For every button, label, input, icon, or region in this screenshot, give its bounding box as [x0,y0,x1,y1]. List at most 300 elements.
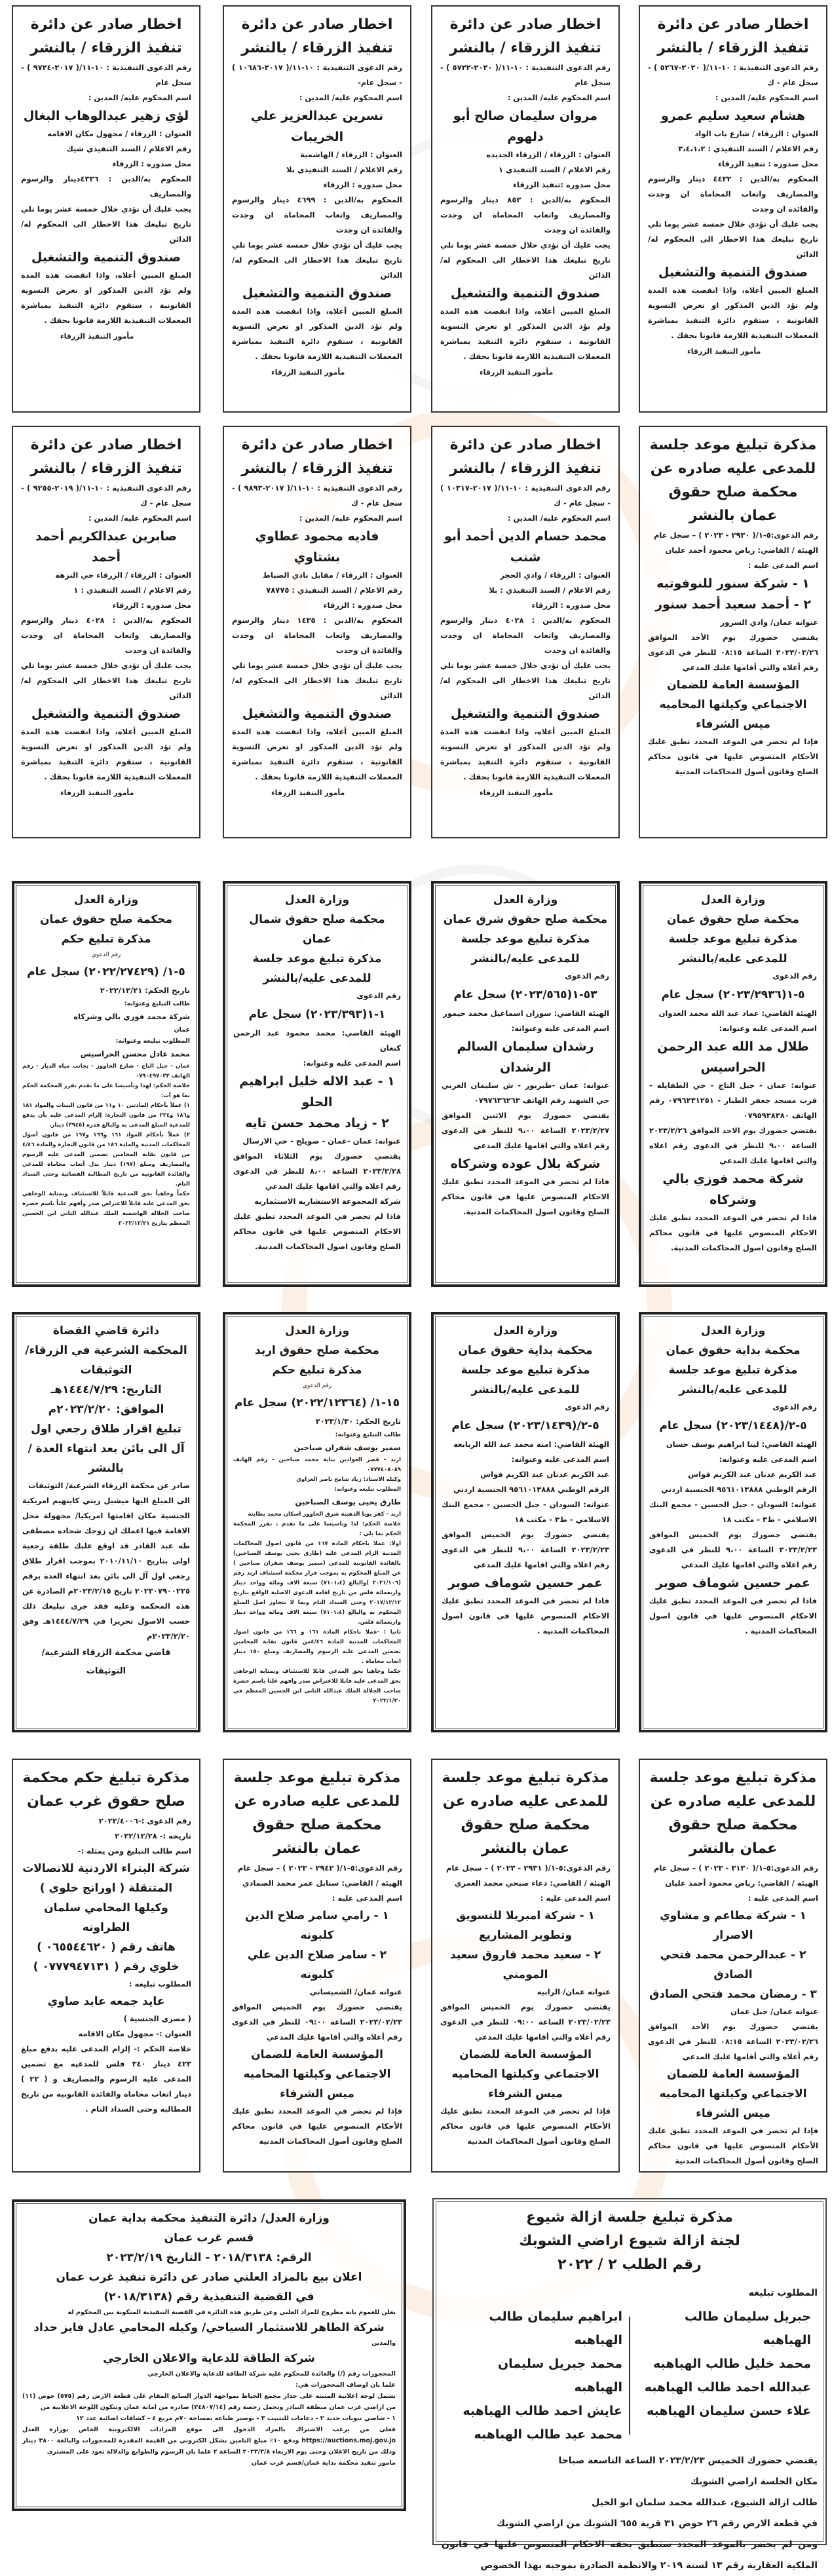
notice-subheading: المؤسسة العامة للضمان الاجتماعي وكيلتها المحاميه ميس الشرفاء [451,2048,599,2100]
partition-body: في قطعة الارض رقم ٢٦ حوض ٣١ قرية ٦٥٥ الشوبك من اراضي الشوبك [497,2518,818,2529]
notice-body: فاذا لم تحضر في الموعد المحدد تطبق عليك الاحكام المنصوص عليها في قانون محاكم الصلح وقانون اصول المحاكمات المدنية. [649,1213,817,1252]
notice-body: محل صدوره : الزرقاء [112,159,191,168]
notice-heading: اخطار صادر عن دائرة [657,16,809,33]
notice-subheading: محكمة صلح حقوق شمال عمان [249,913,385,946]
notice-subheading: مذكرة تبليغ موعد جلسة للمدعى عليه/بالنشر [252,952,382,985]
notice-body: عنوانه عمان/ وادي السرور [720,618,818,627]
notice-body: العنوان :- مجهول مكان الاقامه [78,2029,191,2038]
notice-body: المبلغ المبين أعلاه، واذا انقضت هذه المدة ولم تؤد الدين المذكور او تعرض التسوية القانونية ، ستقوم دائرة التنفيذ بمباشرة المعملات التنفيذية اللازمة قانونا بحقك . [232,307,402,361]
notice-subheading: ١ - شركة امبريلا للتسويق وتطوير المشاريع [456,1909,595,1942]
notice-subheading: وكيلها المحامي سلمان الطراونه [44,1901,168,1934]
notice-body: رقم الدعوى التنفيذية : ١٠-١١/( ٢٠١٧-١٠٦٨٦ ) - سجل عام- [232,63,402,87]
notice-subheading: محكمة صلح حقوق شرق عمان [443,913,608,926]
notice-body: محل صدوره : الزرقاء [112,601,191,610]
notice-body: محل صدوره :تنفيذ الزرقاء [513,180,611,189]
notice-tiny: ٢) عملاً بأحكام المواد ١٦١ و١٦٦ و١٦٧ من قانون أصول المحاكمات المدنية والمادة ١٨٦ من قانون التجارة والمادة ٤/٤٦ من قانون نقابة المحامين تضمين المدعى عليه الرسوم والمصاريف ومبلغ (١٩٧) دينار بدل أتعاب محاماة للمدعي والفائدة القانونية من تاريخ المطالبة القضائية وحتى السداد التام. [22,1132,191,1187]
notice-casebig: ١-١(٢٠٢٣/٣٩٣) سجل عام [248,1008,386,1021]
notice-heading: تنفيذ الزرقاء / بالنشر [449,460,601,477]
notice-name: فاديه محمود عطاوي بشتاوي [255,529,379,565]
notice-heading: اخطار صادر عن دائرة [30,16,182,33]
notice-ministry-justice [223,881,411,1287]
notice-name: ١ - عبد الاله خليل ابراهيم الحلو [239,1074,395,1110]
notice-name: طلال مد الله عبد الرحمن الحراسيس [657,1039,809,1075]
notice-session-summons [223,1759,411,2173]
notice-body: رقم الدعوى [772,971,817,980]
notice-subheading: المؤسسة العامة للضمان الاجتماعي وكيلتها المحاميه ميس الشرفاء [243,2048,391,2100]
notice-name: صندوق التنمية والتشغيل [31,250,181,265]
notice-body: عبد الكريم عدنان عبد الكريم قواس [480,1470,609,1479]
notice-body: خلاصة الحكم :- إلزام المدعى عليه بدفع مبلغ ٤٢٣ دينار ٣٤٠ فلس للمدعيه مع تضمين المدعى عليه الرسوم والمصاريف و ( ٢٢ ) دينار اتعاب محاماة والفائدة القانونيه من تاريخ المطالبه وحتى السداد التام . [21,2044,192,2114]
notice-body: عبد الكريم عدنان عبد الكريم قواس [688,1470,817,1479]
notice-body: رقم الدعوى [356,991,401,1000]
notice-body: رقم الاعلام / السند التنفيذي شيك [66,144,191,153]
notice-name: صندوق التنمية والتشغيل [450,286,601,301]
notice-heading: اخطار صادر عن دائرة [449,437,601,453]
notice-small: مامور تنفيذ محكمة بداية عمان/قسم غرب عمان [251,2459,396,2467]
notice-body: رقم الدعوى:٥-١/( ٣١٣٠ - ٢٠٢٣ ) – سجل عام [653,1863,818,1873]
notice-heading: اخطار صادر عن دائرة [241,16,393,33]
notice-body: اسم المدعى عليه وعنوانه: [719,1455,817,1464]
notice-body: الرقم الوطني ٩٥٦١٠١٣٨٨٨ الجنسية اردني [453,1485,609,1494]
notice-name: عمر حسين شوماف صوبر [447,1576,603,1590]
notice-body: رقم الدعوى:٥-١/( ٢٩٣٠ - ٢٠٢٣ ) – سجل عام [653,531,818,540]
notice-body: عنوانه عمان/ الرابيه [537,1987,611,1996]
notice-body: المحكوم به/الدين : ٤٠٢٨ دينار والرسوم والمصاريف واتعاب المحاماة ان وجدت والفائدة ان وجدت [440,616,611,655]
notice-body: الهيئة / القاضي: سنابل عمر محمد الصمادي [242,1878,402,1888]
notice-subheading: الموافق: ٢٠٢٣/٢/٢٠م [48,1403,164,1416]
person-name: عبدالله احمد طالب الهباهبه [644,2380,811,2395]
notice-sig: مأمور التنفيذ الزرقاء [60,332,134,341]
notice-tiny: ثانيا : -عملا باحكام المادة ١٦١ و ١٦٦ من قانون اصول المحاكمات المدنية المادة ٤/٤٦من قانون نقابة المحامين تضمين المدعى عليه الرسوم والمصاريف ومبلغ ١٥٠ دينار اتعاب محاماة . [233,1629,402,1665]
notice-sig: مأمور التنفيذ الزرقاء [480,368,554,377]
notice-body: شركة المجموعة الاستشاريه الاستثماريه [254,1197,401,1206]
notice-heading: مذكرة تبليغ موعد جلسة للمدعى عليه صادره عن محكمة صلح حقوق عمان بالنشر [442,1770,609,1857]
notice-body: اسم المدعى عليه وعنوانه: [719,1024,817,1033]
notice-tiny: خلاصة الحكم: لهذا وتأسيسا على ما تقدم تقرر المحكمة الحكم بما هو آت: [22,1083,190,1099]
notice-subheading: هاتف رقم ( ٠٦٥٥٤٤٦٢٠ ) [37,1941,176,1954]
notice-heading: مذكرة تبليغ موعد جلسة للمدعى عليه صادره عن محكمة صلح حقوق عمان بالنشر [649,437,817,524]
notice-subheading: محكمة صلح حقوق عمان [667,913,799,926]
notice-body: يقتضي حضورك يوم الخميس الموافق ٢٠٢٣/٠٢/٢٣ الساعة ٠٩:٠٠ للنظر في الدعوى رقم أعلاه والتي أقامها عليك المدعي [440,2002,611,2042]
notice-body: محل صدوره : الزرقاء [323,180,402,189]
person-name: علاء حسن سليمان الهباهبه [647,2404,811,2418]
person-name: ابراهيم سليمان طالب الهباهبه [489,2309,622,2347]
partition-body: ومن لم يحضر بالموعد المحدد ستطبق بحقه الاحكام المنصوص عليها في قانون الملكية العقارية رقم ١٣ لسنة ٢٠١٩ والانظمة الصادرة بموجبه بهذا الخصوص [442,2539,818,2571]
notice-subheading: المؤسسة العامة للضمان الاجتماعي وكيلتها المحاميه ميس الشرفاء [659,679,807,731]
notice-subheading: ٢ - عبدالرحمن محمد فتحي الصادق [660,1949,806,1981]
notice-body: يقتضي حضورك يوم الخميس الموافق ٢٠٢٣/٢/٢٣ الساعة ٩،٠٠ للنظر في الدعوى رقم اعلاه والتي اقامها عليك المدعي [649,1530,818,1569]
notice-name: رشدان سليمان السالم الرشدان [457,1039,594,1075]
notice-body: اسم المدعى عليه : [540,1894,611,1903]
notice-body: عنوانه: عمان - جبل التاج - حي الطفايله - قرب مسجد جعفر الطيار - ٠٧٩٦٢٣١٢٥١ رقم الهاتف ٠٧٩٥٩٢٨٢٨٠ [649,1081,817,1120]
notice-body: يقتضي حضورك يوم الخميس الموافق ٢٠٢٣/٠٢/٢٣ الساعة ٠٩:٠٠ للنظر في الدعوى رقم أعلاه والتي أقامها عليك المدعي [232,2002,402,2042]
notice-body: الهيئة القاضي: محمد محمود عبد الرحمن كنعان [233,1028,401,1053]
notice-body: يجب عليك أن تؤدي خلال خمسة عشر يوما تلي تاريخ تبليغك هذا الاخطار الى المحكوم له/ الدائن [21,661,191,700]
notice-sig: مأمور التنفيذ الزرقاء [271,789,345,797]
notice-body: اسم المحكوم عليه/ المدين : [299,93,402,102]
notice-body: المحكوم به/الدين : ٤٦٩٩ دينار والرسوم والمصاريف واتعاب المحاماة ان وجدت والفائدة ان وجدت [232,195,402,234]
notice-body: العنوان : الزرقاء / شارع باب الواد [694,129,818,138]
notice-name: محمد حسام الدين أحمد أبو شنب [444,529,607,565]
notice-subheading: شركة الطاقة للدعاية والاعلان الخارجي [103,2352,315,2365]
notice-subheading: وزارة العدل [700,1324,766,1337]
notice-heading: تنفيذ الزرقاء / بالنشر [241,460,393,477]
notice-body: رقم الدعوى:٥-١/( ٢٩٤٢ - ٢٠٢٣ ) – سجل عام [237,1863,402,1873]
notice-judgment [12,1759,200,2173]
notice-body: المبلغ المبين أعلاه، واذا انقضت هذه المدة ولم تؤد الدين المذكور او تعرض التسوية القانونية ، ستقوم دائرة التنفيذ بمباشرة المعملات التنفيذية اللازمة قانونا بحقك . [648,286,818,340]
notice-subheading: مذكرة تبليغ موعد جلسة للمدعى عليه/بالنشر [461,1364,590,1396]
notice-body: يجب عليك أن تؤدي خلال خمسة عشر يوما تلي تاريخ تبليغك هذا الاخطار الى المحكوم له/ الدائن [440,240,611,280]
notice-body: اسم المحكوم عليه/ المدين : [88,93,191,102]
notice-name: صندوق التنمية والتشغيل [242,707,392,721]
notice-body: اسم المحكوم عليه/ المدين : [88,513,191,523]
notice-partition-session [432,2198,827,2571]
notice-casebig: ١٥-١/ (٢٠٢٢/١٢٣٦٤) سجل عام [235,1396,400,1409]
notice-small: علما بان اوصاف المحجوزات هي: [295,2381,396,2389]
notice-label: رقم الدعوى [302,1383,332,1389]
notice-body: شركة محمد فوزي بالي وشركاه [73,1012,190,1021]
notice-subheading: مذكرة تبليغ موعد جلسة للمدعى عليه/بالنشر [461,933,590,965]
notice-subheading: محكمة صلح حقوق اربد [255,1344,379,1357]
notice-small: طالب التبليغ وعنوانه: [124,1000,190,1007]
notice-body: العنوان : الزرقاء / مجهول مكان الاقامه [47,129,191,138]
notice-body: الرقم الوطني ٩٥٦١٠١٣٨٨٨ الجنسية اردني [661,1485,817,1494]
notice-body: المحكوم به/الدين : ٤٤٣٢ دينار والرسوم والمصاريف واتعاب المحاماة ان وجدت والفائدة ان وجدت [648,174,818,214]
notice-body: المحكوم به/الدين : ٤٠٢٨ دينار والرسوم والمصاريف واتعاب المحاماة ان وجدت والفائدة ان وجدت [21,616,191,655]
column-divider [629,2317,630,2435]
notice-body: تاريخ الحكم: ٢٠٢٢/١٢/٢١ [100,986,190,995]
notice-body: رقم الدعوى التنفيذية : ١٠-١١/( ٢٠١٧-٩٨٩٣ ) - سجل عام - ك [232,483,402,508]
notice-heading: اخطار صادر عن دائرة [241,437,393,453]
notice-tiny: وكيله الاستاذ: زياد شامخ ناصر الغزاوي [296,1476,401,1483]
notice-body: رقم الدعوى التنفيذية : ١٠-١١/( ٢٠١٧-١٠٣١٧ ) - سجل عام - ك [440,483,611,508]
notice-zarqa-execution [431,426,620,838]
notice-subheading: محكمة بداية حقوق عمان [458,1344,593,1357]
notice-body: اسم طالب التبليغ ومن يمثله :- [77,1846,191,1856]
notice-body: فإذا لم تحضر في الموعد المحدد تطبق عليك الأحكام المنصوص عليها في قانون محاكم الصلح وقانون أصول المحاكمات المدنية [648,2126,818,2165]
notice-body: اسم المحكوم عليه/ المدين : [507,93,611,102]
notice-body: المطلوب تبليغه : [128,1979,191,1988]
notice-label: رقم الدعوى [91,952,121,958]
notice-body: يجب عليك أن تؤدي خلال خمسة عشر يوما تلي تاريخ تبليغك هذا الاخطار الى المحكوم له/ الدائن [232,240,402,280]
notice-body: الهيئة / القاضي: رياض محمود أحمد عليان [665,546,818,555]
notice-name: ١ - شركة سنور للنوفوتيه [656,576,810,591]
notice-heading: اخطار صادر عن دائرة [30,437,182,453]
notice-body: المبلغ المبين أعلاه، واذا انقضت هذه المدة ولم تؤد الدين المذكور او تعرض التسوية القانونية ، ستقوم دائرة التنفيذ بمباشرة المعملات التنفيذية اللازمة قانونا بحقك . [440,307,611,361]
notice-heading: تنفيذ الزرقاء / بالنشر [30,40,182,56]
notice-body: يقتضي حضورك يوم الأحد الموافق ٢٠٢٣/٠٢/٢٦ الساعة ٠٨:١٥ للنظر في الدعوى رقم أعلاه والتي أقامها عليك المدعي [648,633,818,672]
notice-body: رقم الاعلام / السند التنفيذي بلا [286,165,402,174]
notice-subheading: شركة البتراء الاردنية للاتصالات المتنقلة ( اورانج خلوي ) [22,1862,190,1895]
notice-zarqa-execution [12,426,200,838]
notice-body: المبلغ المبين أعلاه، واذا انقضت هذه المدة ولم تؤد الدين المذكور او تعرض التسوية القانونية ، ستقوم دائرة التنفيذ بمباشرة المعملات التنفيذية اللازمة قانونا بحقك . [440,727,611,781]
notice-subheading: ١ - شركة مطاعم و مشاوي الاصرار [660,1909,806,1942]
notice-small: يعلن للعموم بانه مطروح للمزاد العلني وعن طريق هذه الدائرة في القضية التنفيذية المتكونة بين المحكوم له [67,2309,396,2316]
notice-body: اسم المدعى عليه وعنوانه: [303,1058,401,1068]
notice-name: ٢ - زياد محمد حسن تايه [245,1116,389,1130]
notice-name: لؤي زهير عبدالوهاب البغال [23,109,189,123]
notice-body: عنوانه: السودان - جبل الحسين - مجمع البنك الاسلامي - ط٣ - مكتب ١٨ [649,1500,817,1524]
notice-body: رقم الدعوى:٥-١/( ٢٩٣١ - ٢٠٢٣ ) – سجل عام [445,1863,611,1873]
notice-body: اسم المدعى عليه : [747,561,818,570]
notice-casebig: ٥-٢/(٢٠٢٣/١٤٤٨) سجل عام [659,1419,807,1432]
notice-subheading: وزارة العدل/ دائرة التنفيذ محكمة بداية عمان [88,2212,330,2225]
person-name: جبريل سليمان طالب الهباهبه [684,2309,811,2347]
partition-body: مكان الجلسة اراضي الشوبك [690,2476,818,2487]
notice-subheading: وزارة العدل [493,893,558,906]
notice-subheading: وزارة العدل [493,1324,558,1337]
notice-casebig: ٥-٢/(٢٠٢٣/١٤٣٩) سجل عام [451,1419,599,1432]
notice-heading: مذكرة تبليغ موعد جلسة للمدعى عليه صادره عن محكمة صلح حقوق عمان بالنشر [649,1770,817,1857]
notice-small: والمدين [371,2340,396,2347]
notice-body: يقتضي حضورك يوم الخميس الموافق ٢٠٢٣/٢/٢٣ الساعة ٩،٠٠ للنظر في الدعوى رقم اعلاه والتي اقامها عليك المدعي [442,1530,610,1569]
notice-zarqa-execution [431,5,620,413]
notice-subheading: ٢ - سعيد محمد فاروق سعيد المومني [449,1949,601,1981]
notice-heading: تنفيذ الزرقاء / بالنشر [449,40,601,56]
notice-small: فعلى من يرغب الاشتراك بالمزاد الدخول الى موقع المزادات الالكترونية الخاص بوزارة العدل https://auctions.moj.gov.jo ودفع ١٠٪ مبلغ التامين بشكل الكتروني من القيمة المقدرة للمحجوزات والبالغة ٣٨٠٠ دينار وذلك من تاريخ الاعلان وحتى يوم الاربعاء ٢٠٢٣/٣/٨ الساعة ٢ علما بان الرسوم والطوابع والدلالة تعود على المشتري [22,2426,396,2455]
notice-small: المطلوب تبليغه وعنوانه: [115,1037,190,1045]
notice-tiny: حكماً وجاهياً بحق المدعية قابلاً للاستئناف وبمثابة الوجاهي بحق المدعى عليه قابلاً للاعتراض صدر وأفهم علناً باسم حضرة صاحب الجلالة الهاشمية الملك عبدالله الثاني ابن الحسين المعظم بتاريخ ٢٠٢٢/١٢/٢١ [22,1191,190,1227]
notice-subheading: الرقم: ٢٠١٨/٣١٣٨ - التاريخ ٢٠٢٣/٢/١٩ [106,2251,312,2264]
notice-body: عنوانه: عمان -عمان - صويلح - حي الارسال [242,1136,401,1146]
notice-body: فاذا لم تحضر في الموعد المحدد تطبق عليك الاحكام المنصوص عليها في قانون محاكم الصلح وقانون اصول المحاكمات المدنية. [233,1212,401,1251]
notice-subheading: محكمة بداية حقوق عمان [666,1344,801,1357]
notice-casebig: ٥-١/ (٢٠٢٢/٢٧٤٢٩) سجل عام [27,965,185,979]
names-left-column [442,2305,629,2446]
notice-body: ( مصري الجنسية ) [123,2014,191,2023]
notice-body: الهيئة القاضي: سوزان اسماعيل محمد حيمور [443,1009,609,1018]
notice-zarqa-execution [223,5,411,413]
notice-body: رقم الاعلام / السند التنفيذي : ١ [73,586,191,595]
notice-name: ٢ - أحمد سعيد أحمد سنور [655,597,811,612]
notice-body: فاذا لم تحضر في الموعد المحدد تطبق عليك الاحكام المنصوص عليها في قانون اصول المحاكمات المدنية . [649,1596,817,1635]
notice-judgment [223,1312,411,1732]
notice-body: محل صدوره : الزرقاء [531,601,611,610]
notice-sharia-court [12,1312,200,1732]
notice-body: الى المبلغ اليها ميشيل ريني كاينهيم امريكية الجنسية مكان اقامتها امريكيا/ مجهولة محل الاقامة فيها اعملك ان زوجك شحاده مصطفى طه عبد القادر قد اوقع عليك طلقة رجعية اولى بتاريخ ٢٠١٠/١١/١٠ بموجب اقرار طلاق رجعي اول آل الى بائن بعد انتهاء العدة برقم ٢٠٢٣٠٧٩٠٠٢٢٥ تاريخ ٢٠٢٣/٢/١٥م الصادرة عن هذه المحكمة وعليه فقد جرى تبليغك ذلك حسب الاصول تحريرا في ١٤٤٤/٧/٢٩هـ وفق ٢٠٢٣/٢/٢٠م [22,1496,191,1641]
notice-tiny: خلاصة الحكم: لذا وتاسيسا على ما تقدم ، تقرر المحكمة الحكم بما يلي : [233,1521,401,1537]
notice-zarqa-execution [223,426,411,838]
notice-heading: تنفيذ الزرقاء / بالنشر [657,40,809,56]
partition-label: المطلوب تبليغه [748,2288,818,2298]
notice-body: تاريخ الحكم: ٢٠٢٣/١/٣٠ [315,1417,401,1426]
notice-body: المبلغ المبين أعلاه، واذا انقضت هذه المدة ولم تؤد الدين المذكور او تعرض التسوية القانونية ، ستقوم دائرة التنفيذ بمباشرة المعملات التنفيذية اللازمة قانونا بحقك . [232,727,402,781]
person-name: محمد جبريل سليمان الهباهبه [497,2357,622,2395]
notice-ministry-justice [431,1312,620,1732]
notice-sig: مأمور التنفيذ الزرقاء [480,789,554,797]
notice-small: عمان [174,1026,190,1034]
notice-name: صابرين عبدالكريم أحمد أحمد [35,529,178,565]
notice-body: فإذا لم تحضر في الموعد المحدد تطبق عليك الأحكام المنصوص عليها في قانون محاكم الصلح وقانون أصول المحاكمات المدنية [440,2106,611,2146]
notice-small: تشمل لوحة اعلانية المثبته على جدار مجمع الخياط بمواجهة الدوار السابع المقام على قطعة الارض رقم (٥٧٥) حوض (١١) من اراضي غرب عمان منطقة البيادر وتحمل رخصة رقم (٣٤٨٠٧/١٤) صادره من امانة عمان وتتكون اللوحة الاعلانية من [22,2393,396,2411]
notice-small: المحجوزات رقم (/) والعائدة للمحكوم عليه شركة الطاقة للدعاية والاعلان الخارجي [147,2370,396,2378]
notice-body: فاذا لم تحضر في الموعد المحدد تطبق عليك الاحكام المنصوص عليها في قانون محاكم الصلح وقانون اصول المحاكمات المدنية. [442,1177,609,1216]
notice-judgment [12,881,200,1287]
notice-name: شركة محمد فوزي بالي وشركاه [662,1172,804,1207]
notice-body: طارق يحيى يوسف الصباحين [295,1497,401,1506]
notice-tiny: اولا: عملا باحكام المادة ١٦٧ من قانون اصول المحاكمات المدنية الزام المدعى عليه (طارق يحيى يوسف الصباحين) بالفائدة القانونية للمدعي (سمير يوسف شقران صباحين ) عن المبلغ المحكوم به بموجب قرار محكمة استئناف اربد رقم (٢٠٢١/١٠٦ )والبالغ (٧١٠١،٤) سبعة الاف ومائة وواحد دينار واربعمائة فلس من تاريخ اقامة الدعوى الاصلية الواقع بتاريخ ٢٠١٧/١٢/١٢ وحتى السداد التام وبما لا يتجاوز اصل المبلغ المحكوم به والبالغ (٧١٠١،٤) سبعة الاف ومائة وواحد دينار واربعمائة فلس. [233,1540,401,1626]
notice-subheading: تبليغ اقرار طلاق رجعي اول آل الى بائن بعد انتهاء العدة /بالنشر [28,1423,185,1475]
notice-body: العنوان : الزرقاء / الزرقاء حي النزهه [55,570,191,580]
notice-body: المحكوم به/الدين : ٤٣٣٦دينار والرسوم والمصاريف [21,174,191,198]
notice-tiny: اربد - كفر يوبا الذهبية شرق الحاووز اسكان محمد بطاينة [248,1511,401,1518]
notice-body: اسم المحكوم عليه/ المدين : [299,513,402,523]
partition-body: يقتضي حضورك الخميس ٢٠٢٣/٢/٢٣ الساعة التاسعة صباحا [558,2455,818,2466]
notice-body: اسم المحكوم عليه/ المدين : [715,93,818,102]
notice-subheading: ١ - رامي سامر صلاح الدين كلبونه [245,1909,389,1942]
notice-subheading: التاريخ: ١٤٤٤/٧/٢٩هـ [50,1383,162,1396]
notice-name: شركة بلال عوده وشركاه [450,1157,601,1171]
notice-body: رقم الاعلام / السند التنفيذي : ٣،٤،١،٢ [678,144,818,153]
notice-subheading: المحكمة الشرعية في الزرقاء/ التوثيقات [25,1344,187,1377]
notice-subheading: ٣ - رمضان محمد فتحي الصادق [649,1988,817,2001]
notice-subheading: مذكرة تبليغ موعد جلسة للمدعى عليه/بالنشر [668,933,798,965]
notice-body: رقم الاعلام / السند التنفيذي ١ [498,165,611,174]
notice-body: الهيئة القاضي: عماد عبد الله محمد العدوان [658,1009,817,1018]
notice-body: رقم الدعوى [565,971,609,980]
notice-subheading: دائرة قاضي القضاة [52,1324,160,1337]
notice-body: رقم الدعوى [565,1402,609,1411]
notice-body: الهيئة القاضي: امنه محمد عبد الله الربابعه [453,1440,609,1449]
notice-subheading: شركة الطاهر للاستثمار السياحي/ وكيله المحامي عادل فايز حداد [33,2321,385,2334]
notice-body: العنوان : الزرقاء / وادي الحجر [500,570,611,580]
notice-session-summons [431,1759,620,2173]
partition-title: مذكرة تبليغ جلسة ازالة شيوع [525,2209,733,2226]
notice-small: طالب التبليغ وعنوانه: [335,1431,401,1438]
notice-body: رقم الدعوى التنفيذية : ١٠-١١/( ٢٠١٩-٩٢٥٥ ) - سجل عام - ك [21,483,191,508]
notice-session-summons [639,426,827,838]
notice-subheading: المؤسسة العامة للضمان الاجتماعي وكيلتها المحاميه ميس الشرفاء [659,2068,807,2120]
notice-name: هشام سعيد سليم عمرو [661,109,805,123]
notice-body: عنوانه عمان/ الشميساني [309,1987,402,1996]
notice-heading: تنفيذ الزرقاء / بالنشر [241,40,393,56]
partition-body: طالب ازالة الشيوع، عبدالله محمد سلمان ابو الخيل [592,2497,818,2508]
notice-body: العنوان : الزرقاء / الزرقاء الجديده [486,150,611,159]
notice-body: الهيئة / القاضي: رياض محمود أحمد عليان [665,1878,818,1888]
notice-body: عنوانه عمان/ جبل عمان [730,2007,818,2016]
notice-body: محمد عادل محسن الحراسيس [80,1049,190,1058]
notice-body: يقتضي حضورك يوم الاحد الموافق ٢٠٢٣/٢/٢٦ الساعة ٩،٠٠ للنظر في الدعوى رقم اعلاه والتي اقامها عليك المدعي [649,1126,817,1165]
notice-body: يقتضي حضورك يوم الثلاثاء الموافق ٢٠٢٣/٢/٢٨ الساعة ٨،٠٠ للنظر في الدعوى رقم اعلاه والتي اقامها عليك المدعي [233,1151,402,1191]
notice-body: اسم المحكوم عليه/ المدين : [507,513,611,523]
notice-name: صندوق التنمية والتشغيل [658,265,808,280]
person-name: عايش احمد طالب الهباهبه [463,2404,622,2418]
notice-body: العنوان : الزرقاء / مقابل نادي الضباط [263,570,402,580]
notice-subheading: مذكرة تبليغ حكم [61,933,151,946]
notice-heading: مذكرة تبليغ حكم محكمة صلح حقوق غرب عمان [22,1770,190,1810]
notice-tiny: عمان - جبل التاج - شارع الحاووز - بجانب مياه الديار - رقم الهاتف ٠٧٩٠٤٩٧٠٢٢ [22,1063,190,1079]
notice-heading: تنفيذ الزرقاء / بالنشر [30,460,182,477]
notice-body: عنوانه: عمان -طبربور - ش سليمان العربي حي الشهيد رقم الهاتف ٠٧٩٧٦٣٦٢٦٣ [442,1081,609,1105]
notice-name: نسرين عبدالعزيز علي الخريبات [250,109,384,144]
notice-body: رقم الدعوى التنفيذية : ١٠-١١/( ٢٠٢٠-٥٧٢٢ ) - سجل عام [440,63,611,87]
notice-body: رقم الدعوى [772,1402,817,1411]
notice-body: المبلغ المبين أعلاه، واذا انقضت هذه المدة ولم تؤد الدين المذكور او تعرض التسوية القانونية ، ستقوم دائرة التنفيذ بمباشرة المعملات التنفيذية اللازمة قانونا بحقك . [21,271,191,325]
notice-subheading: ٢ - سامر صلاح الدين علي كلبونه [247,1949,387,1981]
notice-sig: مأمور التنفيذ الزرقاء [60,789,134,797]
notice-auction [12,2199,406,2511]
notice-body: فإذا لم تحضر في الموعد المحدد تطبق عليك الأحكام المنصوص عليها في قانون محاكم الصلح وقانون أصول المحاكمات المدنية [648,737,818,776]
notice-subheading: وزارة العدل [284,893,350,906]
partition-names [442,2305,818,2446]
notice-tiny: اربد - قصر العوادين بناية محمد صباحين - رقم الهاتف ٠٧٧٧٤٠٨٠٨٩ [233,1457,401,1473]
notice-subheading: وزارة العدل [700,893,766,906]
notice-body: يجب عليك أن تؤدي خلال خمسة عشر يوما تلي تاريخ تبليغك هذا الاخطار الى المحكوم له/ الدائن [232,661,402,700]
notice-body: المحكوم به/الدين : ٨٥٣ دينار والرسوم والمصاريف واتعاب المحاماة ان وجدت والفائدة ان وجدت [440,195,611,234]
notice-body: اسم المدعى عليه : [747,1894,818,1903]
notice-body: اسم المدعى عليه : [331,1894,402,1903]
notice-subheading: في القضية التنفيذية رقم (٢٠١٨/٣١٣٨) [104,2290,314,2304]
notice-zarqa-execution [639,5,827,413]
notice-name: مروان سليمان صالح أبو دلهوم [453,109,598,144]
person-name: محمد عيد طالب الهباهبه [474,2427,622,2442]
notice-body: رقم الدعوى التنفيذية : ١٠-١١/( ٢٠١٧-٩٧٢٤ ) - سجل عام [21,63,191,87]
notice-body: يقتضي حضورك يوم الأحد الموافق ٢٠٢٣/٠٢/٢٦ الساعة ٠٨:١٥ للنظر في الدعوى رقم أعلاه والتي أقامها عليك المدعي [648,2022,818,2061]
notice-body: المحكوم به/الدين : ١٤٣٥ دينار والرسوم والمصاريف واتعاب المحاماة ان وجدت والفائدة ان وجدت [232,616,402,655]
notice-body: رقم الاعلام / السند التنفيذي : ٧٨٧٧٥ [266,586,402,595]
notice-name: صندوق التنمية والتشغيل [31,707,181,721]
notice-body: يجب عليك أن تؤدي خلال خمسة عشر يوما تلي تاريخ تبليغك هذا الاخطار الى المحكوم له/ الدائن [648,219,818,259]
notice-ministry-justice [431,881,620,1287]
notice-casebig: ٥-١(٢٠٢٣/٢٩٣٦) سجل عام [661,988,805,1001]
notice-body: صادر عن محكمة الزرقاء الشرعية/ التوثيقات [28,1481,190,1490]
notice-name: عمر حسين شوماف صوبر [655,1576,811,1590]
notice-body: سمير يوسف شقران صباحين [293,1443,401,1452]
notice-body: يجب عليك أن تؤدي خلال خمسة عشر يوما تلي تاريخ تبليغك هذا الاخطار الى المحكوم له/ الدائن [440,661,611,700]
notice-subheading: وزارة العدل [73,893,139,906]
notice-heading: اخطار صادر عن دائرة [449,16,601,33]
notice-subheading: اعلان بيع بالمزاد العلني صادر عن دائرة تنفيذ غرب عمان [56,2271,362,2284]
notice-heading: مذكرة تبليغ موعد جلسة للمدعى عليه صادره عن محكمة صلح حقوق عمان بالنشر [233,1770,401,1857]
notice-casebig: ٥٣-١(٢٠٢٣/٥٦٥) سجل عام [453,988,597,1001]
notice-name: صندوق التنمية والتشغيل [242,286,392,301]
notice-subheading: مذكرة تبليغ حكم [272,1364,362,1377]
notice-tiny: حكما وجاهيا بحق المدعي قابلا للاستئناف وبمثابة الوجاهي بحق المدعى عليه قابلا للاعتراض صدر وافهم علنا باسم حضرة صاحب الجلالة الملك عبدالله الثاني ابن الحسين المعظم في ٢٠٢٢/١/٣٠ [233,1668,401,1704]
notice-ministry-justice [639,1312,827,1732]
notice-subheading: قسم غرب عمان [164,2231,254,2245]
notice-ministry-justice [639,881,827,1287]
notice-body: رقم الاعلام / السند التنفيذي : بلا [489,586,611,595]
notice-body: يقتضي حضورك يوم الاثنين الموافق ٢٠٢٣/٢/٢٧ الساعة ٩،٠٠ للنظر في الدعوى رقم اعلاه والتي اقامها عليك المدعي [442,1111,610,1150]
notice-body: فاذا لم تحضر في الموعد المحدد تطبق عليك الاحكام المنصوص عليها في قانون اصول المحاكمات المدنية . [442,1596,609,1635]
partition-committee: لجنة ازالة شيوع اراضي الشوبك [519,2233,740,2249]
notice-subheading: مذكرة تبليغ موعد جلسة للمدعى عليه/بالنشر [668,1364,798,1396]
notice-subheading: عايد جمعه عابد صاوي [47,1995,165,2008]
notice-subheading: خلوي رقم ( ٠٧٧٧٩٤٧١٣١ ) [33,1960,180,1973]
notice-body: العنوان : الزرقاء / الهاشمية [300,150,402,159]
notice-body: الهيئة / القاضي: دعاء صبحي محمد العمري [454,1878,611,1888]
notice-subheading: محكمة صلح حقوق عمان [40,913,172,926]
notice-body: الهيئة القاضي: لينا ابراهيم يوسف حسان [666,1440,817,1449]
names-right-column [630,2305,818,2446]
notice-tiny: المطلوب تبليغه وعنوانه: [334,1486,401,1493]
notice-body: يجب عليك أن تؤدي خلال خمسة عشر يوما تلي تاريخ تبليغك هذا الاخطار الى المحكوم له/ الدائن [21,204,191,244]
notice-body: رقم الدعوى التنفيذية : ١٠-١١/( ٢٠٢٠-٥٢٦٧ ) - سجل عام - ك [648,63,818,87]
notice-small: ١ - شاصي تيوبات حديد ٢ - دعامات للتثبيت ٣ - بوستر طباعه بمساحة ٧٠م مربع ٤ - كشافات اضائية عدد ١٢ [76,2415,396,2422]
notice-body: محل صدوره : تنفيذ الزرقاء [718,159,818,168]
notice-sig: مأمور التنفيذ الزرقاء [271,368,345,377]
notice-body: محل صدوره : الزرقاء [323,601,402,610]
notice-zarqa-execution [12,5,200,413]
person-name: محمد خليل طالب الهباهبه [653,2357,811,2371]
notice-session-summons [639,1759,827,2173]
notice-body: فإذا لم تحضر في الموعد المحدد تطبق عليك الأحكام المنصوص عليها في قانون محاكم الصلح وقانون أصول المحاكمات المدنية [232,2106,402,2146]
partition-request-number: رقم الطلب ٢ / ٢٠٢٢ [558,2256,702,2273]
notice-tiny: ١) عملاً بأحكام المادتين ١٠ و١١ من قانون البينات والمواد ١٨١ و١٨٦ و٢٢٤ من قانون التجارة: إلزام المدعى عليه بأن يدفع للمدعية المبلغ المدعى به والبالغ قدره (٣٩٤٥) دينار. [22,1102,190,1129]
notice-body: المبلغ المبين أعلاه، واذا انقضت هذه المدة ولم تؤد الدين المذكور او تعرض التسوية القانونية ، ستقوم دائرة التنفيذ بمباشرة المعملات التنفيذية اللازمة قانونا بحقك . [21,727,191,781]
notice-body: رقم الدعوى :-٢٠٢٢/٤٠٠٦ [98,1816,191,1825]
notice-sigc: قاضي محكمة الزرقاء الشرعية/ التوثيقات [41,1648,171,1676]
